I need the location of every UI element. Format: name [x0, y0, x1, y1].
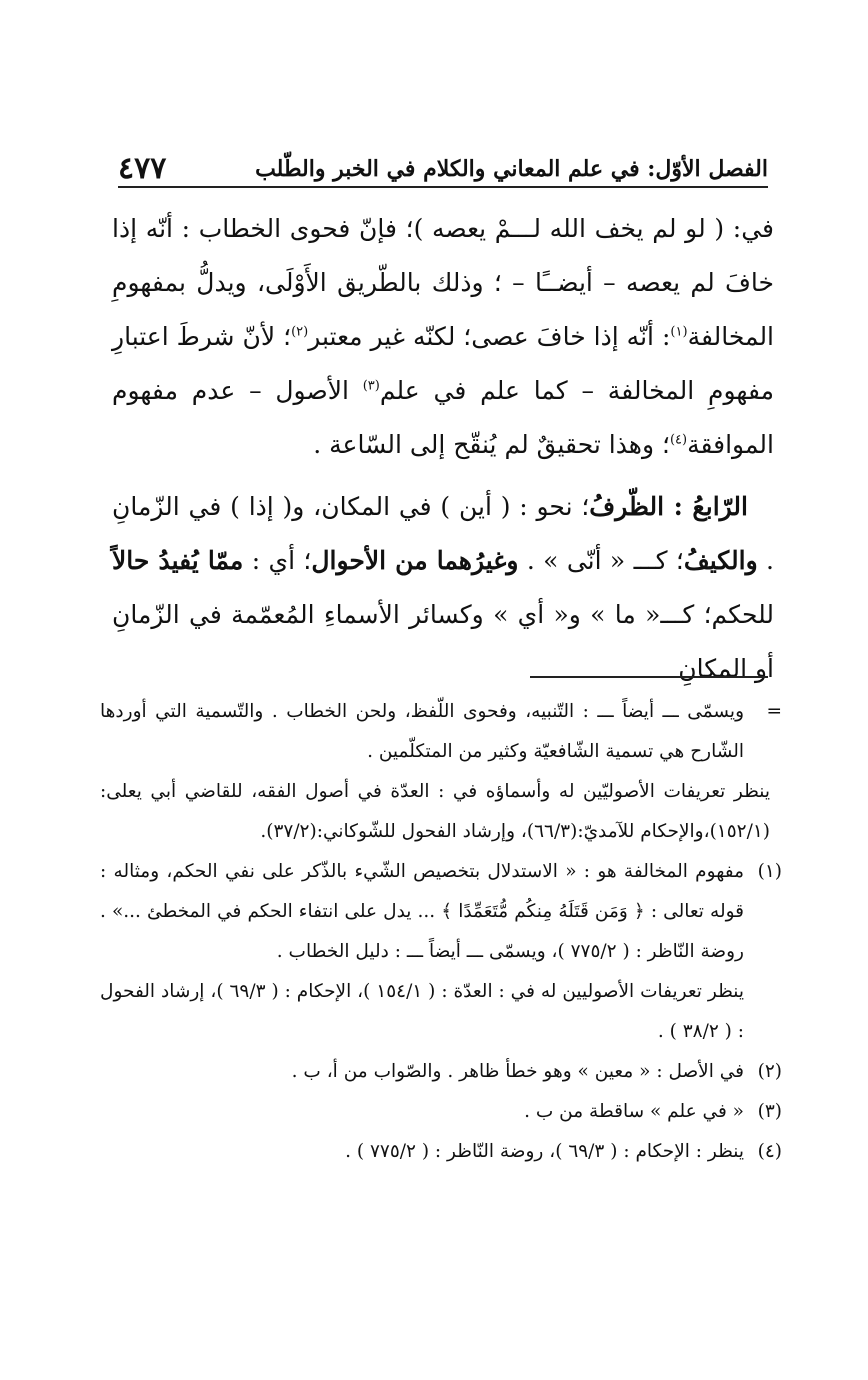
footnote-4-mark: (٤) — [757, 1141, 782, 1162]
footnote-1-refs: ينظر تعريفات الأصوليين له في : العدّة : ( ١٥٤/١ )، الإحكام : ( ٦٩/٣ )، إرشاد الفحول : ( ٣٨/٢ ) . — [100, 981, 744, 1042]
paragraph-1: في: ( لو لم يخف الله لـــمْ يعصه )؛ فإنّ فحوى الخطاب : أنّه إذا خافَ لم يعصه – أيضــًا – ؛ وذلك بالطّريق الأَوْلَى، ويدلُّ بمفهومِ المخالفة$^{(١)}$: أنّه إذا خافَ عصى؛ لكنّه غير معتبر$^{(٢)}$؛ لأنّ شرطَ اعتبارِ مفهومِ المخالفة – كما علم في علم$^{(٣)}$ الأصول – عدم مفهوم الموافقة$^{(٤)}$؛ وهذا تحقيقٌ لم يُنقّح إلى السّاعة . — [112, 214, 775, 459]
running-header — [118, 146, 768, 188]
footnote-separator — [530, 676, 768, 678]
footnote-3: (٣) « في علم » ساقطة من ب . — [100, 1092, 782, 1132]
footnote-3-mark: (٣) — [757, 1101, 782, 1122]
term-manner: والكيفُ — [683, 546, 758, 575]
footnote-ref-3[interactable]: (٣) — [362, 378, 380, 394]
footnote-2-mark: (٢) — [757, 1061, 782, 1082]
footnote-continued-refs: ينظر تعريفات الأصوليّين له وأسماؤه في : العدّة في أصول الفقه، للقاضي أبي يعلى: (١٥٢/١)،والإحكام للآمديّ:(٦٦/٣)، وإرشاد الفحول للشّوكاني:(٣٧/٢). — [100, 781, 770, 842]
paragraph-2: الرّابعُ : الظّرفُ؛ نحو : ( أين ) في المكان، و( إذا ) في الزّمانِ . والكيفُ؛ كـــ « أنّى » . وغيرُهما من الأحوال؛ أي : ممّا يُفيدُ حالاً للحكم؛ كـــ« ما » و« أي » وكسائر الأسماءِ المُعمّمة في الزّمانِ أو المكانِ — [112, 492, 775, 683]
footnote-1: (١) مفهوم المخالفة هو : « الاستدلال بتخصيص الشّيء بالذّكر على نفي الحكم، ومثاله : قوله تعالى : ﴿ وَمَن قَتَلَهُ مِنكُم مُّتَعَمِّدًا ﴾ ... يدل على انتفاء الحكم في المخطئ ...» . روضة النّاظر : ( ٧٧٥/٢ )، ويسمّى ـــ أيضاً ـــ : دليل الخطاب . — [100, 852, 782, 972]
footnote-continued: = ويسمّى ـــ أيضاً ـــ : التّنبيه، وفحوى اللّفظ، ولحن الخطاب . والتّسمية التي أوردها الشّارح هي تسمية الشّافعيّة وكثير من المتكلّمين . — [100, 692, 782, 772]
continuation-mark: = — [766, 701, 782, 722]
footnote-4: (٤) ينظر : الإحكام : ( ٦٩/٣ )، روضة النّاظر : ( ٧٧٥/٢ ) . — [100, 1132, 782, 1172]
page-number: ٤٧٧ — [118, 151, 167, 186]
footnotes — [100, 692, 782, 1172]
footnote-ref-1[interactable]: (١) — [670, 324, 688, 340]
footnote-ref-4[interactable]: (٤) — [669, 432, 688, 448]
footnote-1-mark: (١) — [757, 861, 782, 882]
footnote-2: (٢) في الأصل : « معين » وهو خطأ ظاهر . والصّواب من أ، ب . — [100, 1052, 782, 1092]
term-other-states: وغيرُهما من الأحوال — [311, 546, 519, 575]
main-text — [112, 202, 774, 696]
term-fourth-adverb: الرّابعُ : الظّرفُ — [589, 492, 749, 521]
term-state-indicator: ممّا يُفيدُ حالاً — [112, 546, 244, 575]
footnote-ref-2[interactable]: (٢) — [291, 324, 309, 340]
chapter-title: الفصل الأوّل: في علم المعاني والكلام في الخبر والطّلب — [255, 156, 768, 182]
